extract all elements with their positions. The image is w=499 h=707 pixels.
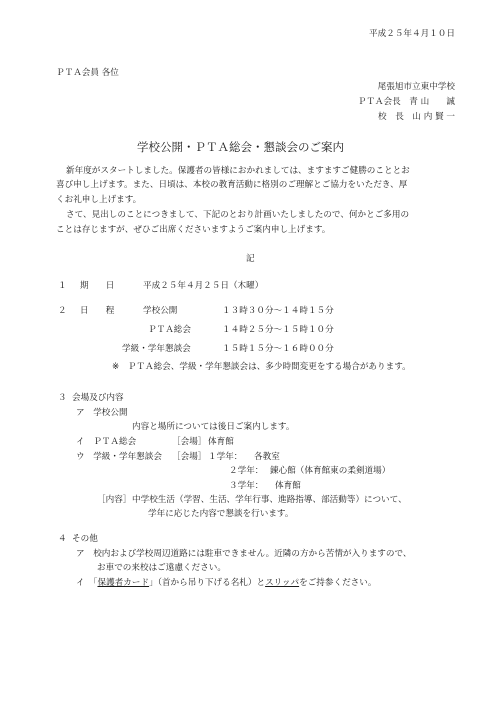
schedule-item-time: １３時３０分～１４時１５分: [222, 306, 334, 316]
intro-line: 喜び申し上げます。また、日頃は、本校の教育活動に格別のご理解とご協力をいただき、厚: [56, 180, 408, 190]
venue-a-text: 内容と場所については後日ご案内します。: [132, 422, 295, 432]
other-item-i-prefix: イ 「: [76, 578, 98, 588]
venue-grade-place: 各教室: [254, 452, 280, 462]
content-line: 学年に応じた内容で懇談を行います。: [148, 509, 294, 519]
content-line: 中学校生活（学習、生活、学年行事、進路指導、部活動等）について、: [132, 495, 407, 505]
other-item-a: ア 校内および学校周辺道路には駐車できません。近隣の方から苦情が入りますので、: [76, 549, 412, 559]
section3-label: 会場及び内容: [72, 393, 124, 403]
section1-value: 平成２５年４月２５日（木曜）: [143, 281, 264, 291]
other-item-i-middle: 」（首から吊り下げる名札）と: [149, 578, 266, 588]
schedule-note: ※ ＰＴＡ総会、学級・学年懇談会は、多少時間変更をする場合があります。: [112, 362, 411, 372]
venue-i-label: イ ＰＴＡ総会: [76, 437, 137, 447]
ki-heading: 記: [246, 254, 255, 264]
sender-school: 尾張旭市立東中学校: [377, 82, 455, 92]
venue-i-tag: ［会場］: [172, 437, 207, 447]
venue-u-label: ウ 学級・学年懇談会: [76, 452, 162, 462]
guardian-card-text: 保護者カード: [97, 578, 150, 588]
content-tag: ［内容］: [97, 495, 132, 505]
venue-i-place: 体育館: [208, 437, 234, 447]
page-title: 学校公開・ＰＴＡ総会・懇談会のご案内: [137, 140, 344, 154]
section4-label: その他: [72, 534, 98, 544]
document-date: 平成２５年４月１０日: [369, 29, 455, 39]
venue-grade: ２学年：: [229, 466, 264, 476]
other-item-a: お車での来校はご遠慮ください。: [97, 563, 226, 573]
schedule-item-name: 学級・学年懇談会: [122, 344, 191, 354]
schedule-item-name: 学校公開: [143, 306, 178, 316]
schedule-item-name: ＰＴＡ総会: [148, 325, 191, 335]
venue-grade: １学年：: [208, 452, 243, 462]
schedule-item-time: １５時１５分～１６時００分: [222, 344, 334, 354]
section1-label: 期 日: [80, 281, 115, 291]
other-item-i-suffix: をご持参ください。: [299, 578, 377, 588]
intro-line: くお礼申し上げます。: [56, 195, 142, 205]
recipient: ＰＴＡ会員 各位: [56, 68, 119, 78]
venue-a-label: ア 学校公開: [76, 408, 128, 418]
venue-grade-place: 錬心館（体育館東の柔剣道場）: [270, 466, 391, 476]
section2-label: 日 程: [80, 306, 115, 316]
slipper-text: スリッパ: [265, 578, 300, 588]
intro-line: 新年度がスタートしました。保護者の皆様におかれましては、ますますご健勝のこととお: [66, 166, 410, 176]
section2-number: ２: [58, 306, 67, 316]
section1-number: １: [58, 281, 67, 291]
section3-number: ３: [58, 393, 67, 403]
schedule-item-time: １４時２５分～１５時１０分: [222, 325, 334, 335]
other-item-i: [76, 578, 376, 589]
intro-line: ことは存じますが、ぜひご出席くださいますようご案内申し上げます。: [56, 225, 331, 235]
sender-pta-president: ＰＴＡ会長 青 山 誠: [357, 97, 455, 107]
venue-u-tag: ［会場］: [172, 452, 207, 462]
section4-number: ４: [58, 534, 67, 544]
sender-principal: 校 長 山 内 賢 一: [378, 112, 455, 122]
venue-grade-place: 体育館: [275, 481, 301, 491]
venue-grade: ３学年：: [229, 481, 264, 491]
intro-line: さて、見出しのことにつきまして、下記のとおり計画いたしましたので、何かとご多用の: [66, 210, 410, 220]
